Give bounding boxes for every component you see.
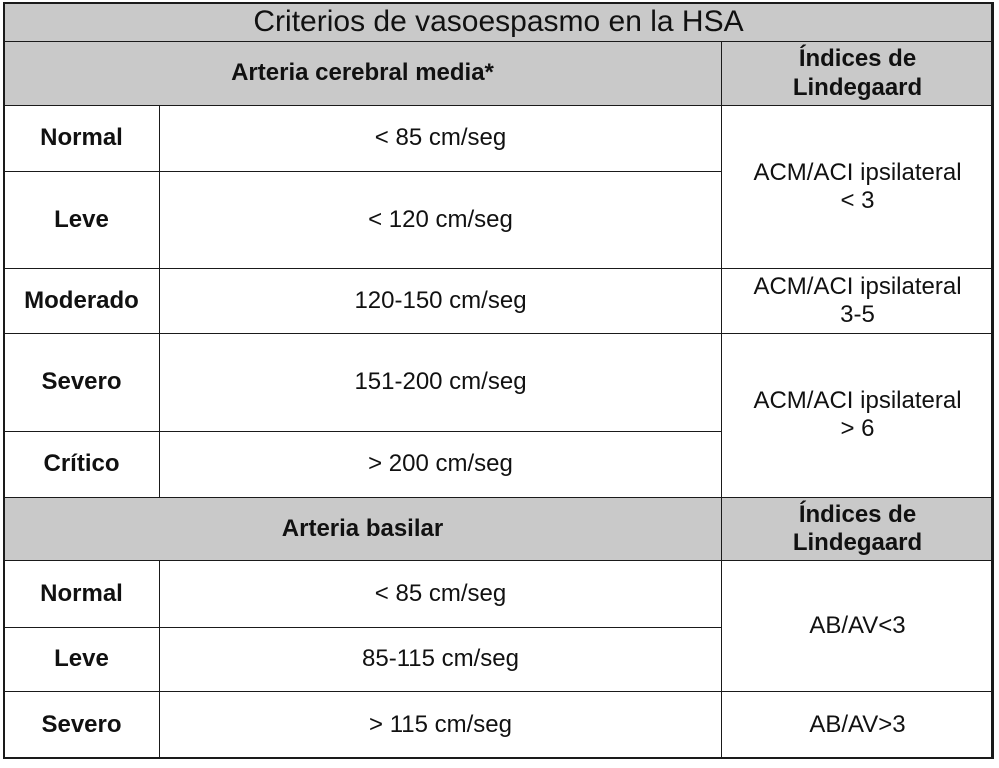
table-title: Criterios de vasoespasmo en la HSA <box>4 3 994 42</box>
index-header-line: Índices de <box>798 500 917 528</box>
velocity-cell: 85-115 cm/seg <box>160 627 722 692</box>
grade-cell: Crítico <box>4 432 160 498</box>
index-header-line: Lindegaard <box>792 529 923 557</box>
index-cell: AB/AV>3 <box>722 692 994 759</box>
index-header-line: Lindegaard <box>792 73 923 101</box>
grade-cell: Leve <box>4 172 160 269</box>
section-header-basilar: Arteria basilar <box>4 497 722 561</box>
index-line: < 3 <box>840 186 875 214</box>
velocity-cell: > 200 cm/seg <box>160 432 722 498</box>
velocity-cell: < 120 cm/seg <box>160 172 722 269</box>
index-line: ACM/ACI ipsilateral <box>753 386 962 414</box>
grade-cell: Leve <box>4 627 160 692</box>
grade-cell: Normal <box>4 561 160 628</box>
index-line: 3-5 <box>840 300 875 328</box>
index-line: ACM/ACI ipsilateral <box>753 272 962 300</box>
index-cell: AB/AV<3 <box>722 561 994 692</box>
grade-cell: Severo <box>4 333 160 432</box>
grade-cell: Normal <box>4 105 160 172</box>
grade-cell: Moderado <box>4 269 160 334</box>
velocity-cell: < 85 cm/seg <box>160 105 722 172</box>
index-header-line: Índices de <box>798 45 917 73</box>
velocity-cell: 120-150 cm/seg <box>160 269 722 334</box>
index-line: > 6 <box>840 415 875 443</box>
velocity-cell: < 85 cm/seg <box>160 561 722 628</box>
table-outer-border <box>3 2 993 759</box>
velocity-cell: 151-200 cm/seg <box>160 333 722 432</box>
grade-cell: Severo <box>4 692 160 759</box>
section-header-acm: Arteria cerebral media* <box>4 42 722 106</box>
index-line: ACM/ACI ipsilateral <box>753 158 962 186</box>
velocity-cell: > 115 cm/seg <box>160 692 722 759</box>
